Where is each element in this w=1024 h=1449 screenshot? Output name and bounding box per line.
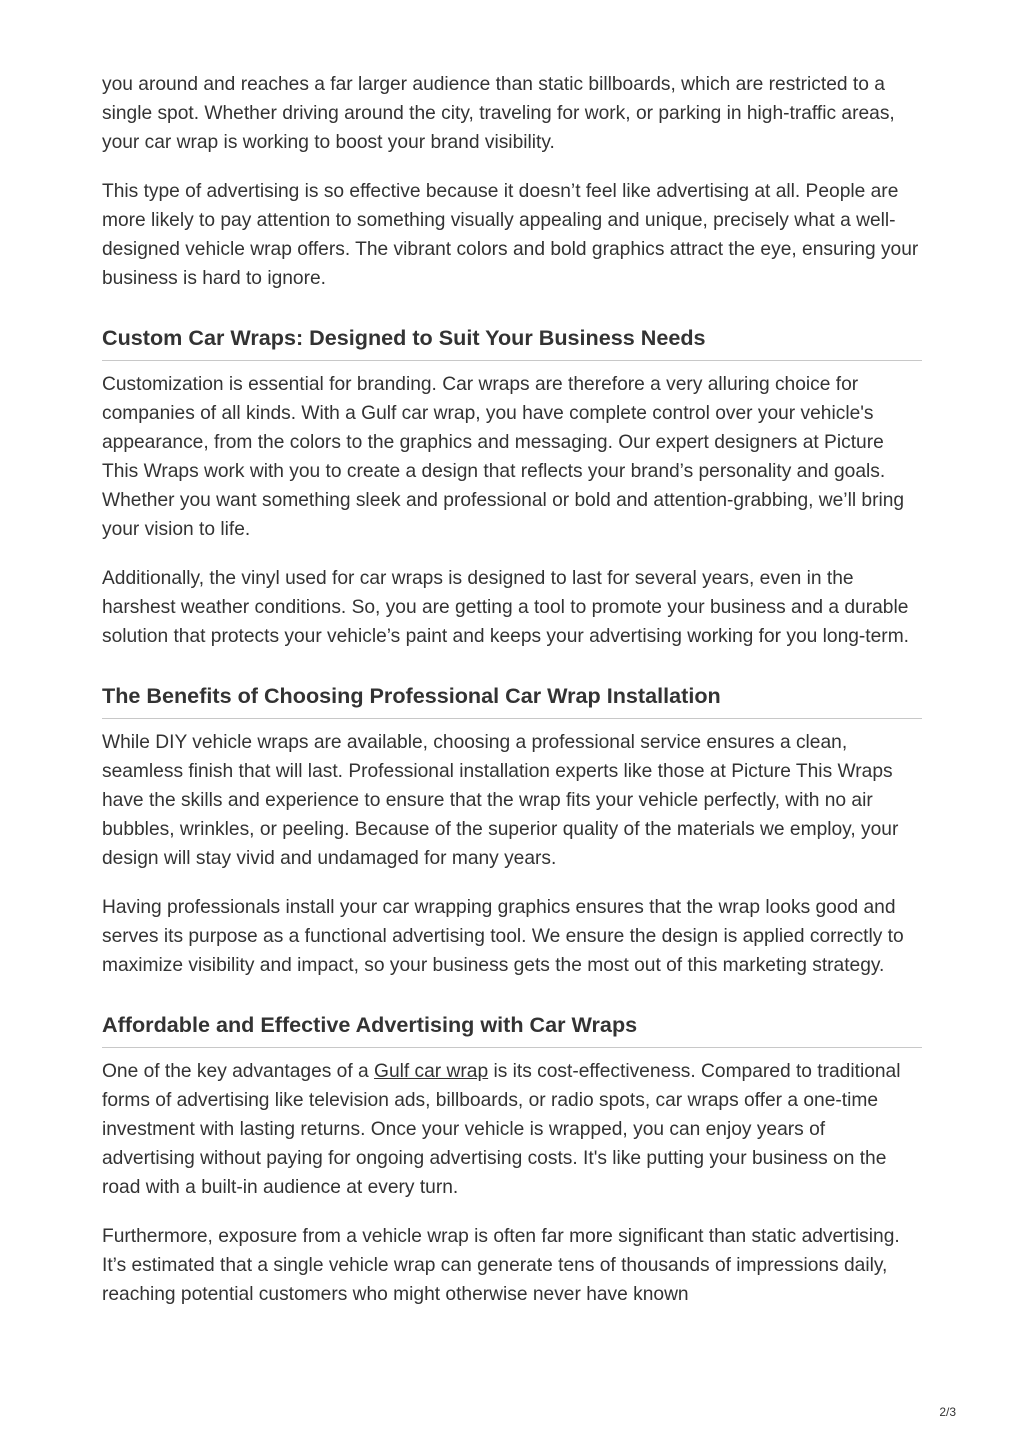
intro-paragraph-1: you around and reaches a far larger audience than static billboards, which are restricted to a single spot. Whether driving around the city, traveling for work, or parking in high-traffic areas, your car wrap is working to boost your brand visibility. — [102, 74, 895, 153]
section-1-paragraph-1: Customization is essential for branding. Car wraps are therefore a very alluring choice for companies of all kinds. With a Gulf car wrap, you have complete control over your vehicle's appearance, from the colors to the graphics and messaging. Our expert designers at Picture This Wraps work with you to create a design that reflects your brand’s personality and goals. Whether you want something sleek and professional or bold and attention-grabbing, we’ll bring your vision to life. — [102, 374, 905, 540]
section-3-paragraph-1 — [102, 1057, 922, 1202]
section-1-paragraph-2: Additionally, the vinyl used for car wraps is designed to last for several years, even in the harshest weather conditions. So, you are getting a tool to promote your business and a durable solution that protects your vehicle’s paint and keeps your advertising working for you long-term. — [102, 568, 910, 647]
section-3-paragraph-2: Furthermore, exposure from a vehicle wrap is often far more significant than static advertising. It’s estimated that a single vehicle wrap can generate tens of thousands of impressions daily, reaching potential customers who might otherwise never have known — [102, 1226, 900, 1305]
intro-paragraph-2: This type of advertising is so effective because it doesn’t feel like advertising at all. People are more likely to pay attention to something visually appealing and unique, precisely what a well-designed vehicle wrap offers. The vibrant colors and bold graphics attract the eye, ensuring your business is hard to ignore. — [102, 181, 919, 289]
section-heading-affordable-advertising: Affordable and Effective Advertising with Car Wraps — [102, 1010, 922, 1048]
section-heading-professional-installation: The Benefits of Choosing Professional Car Wrap Installation — [102, 681, 922, 719]
section-2-paragraph-1: While DIY vehicle wraps are available, choosing a professional service ensures a clean, seamless finish that will last. Professional installation experts like those at Picture This Wraps have the skills and experience to ensure that the wrap fits your vehicle perfectly, with no air bubbles, wrinkles, or peeling. Because of the superior quality of the materials we employ, your design will stay vivid and undamaged for many years. — [102, 732, 899, 869]
gulf-car-wrap-link[interactable]: Gulf car wrap — [374, 1061, 489, 1082]
section-heading-custom-car-wraps: Custom Car Wraps: Designed to Suit Your Business Needs — [102, 323, 922, 361]
page-number: 2/3 — [939, 1405, 956, 1419]
paragraph-text-before-link: One of the key advantages of a — [102, 1061, 375, 1082]
section-2-paragraph-2: Having professionals install your car wrapping graphics ensures that the wrap looks good and serves its purpose as a functional advertising tool. We ensure the design is applied correctly to maximize visibility and impact, so your business gets the most out of this marketing strategy. — [102, 897, 904, 976]
paragraph-text-after-link: is its cost-effectiveness. Compared to traditional forms of advertising like television ads, billboards, or radio spots, car wraps offer a one-time investment with lasting returns. Once your vehicle is wrapped, you can enjoy years of advertising without paying for ongoing advertising costs. It's like putting your business on the road with a built-in audience at every turn. — [102, 1061, 901, 1198]
document-body — [102, 70, 922, 1309]
